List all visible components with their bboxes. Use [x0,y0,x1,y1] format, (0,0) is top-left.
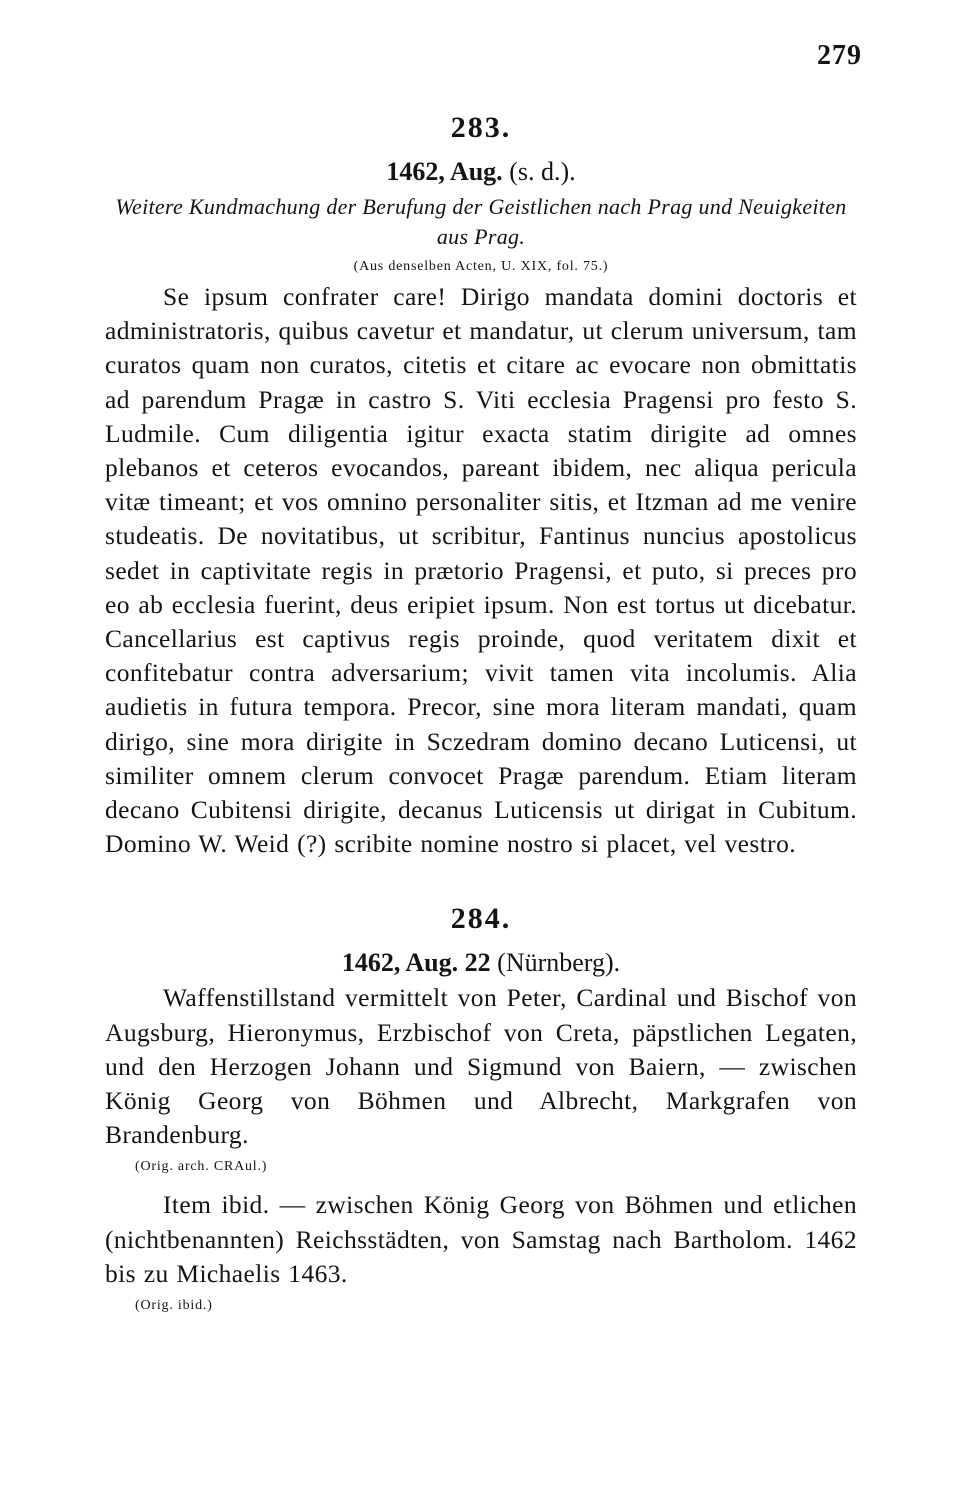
entry-text-continuation: Item ibid. — zwischen König Georg von Böhmen und etlichen (nichtbenannten) Reichsstädten, von Samstag nach Bartholom. 1462 bis zu Michaelis 1463. [105,1190,857,1288]
entry-text: Se ipsum confrater care! Dirigo mandata domini doctoris et administratoris, quibus cavetur et mandatur, ut clerum universum, tam curatos quam non curatos, citetis et citare ac evocare non obmittatis ad parendum Pragæ in castro S. Viti ecclesia Pragensi pro festo S. Ludmile. Cum diligentia igitur exacta statim dirigite ad omnes plebanos et ceteros evocandos, pareant ibidem, nec aliqua pericula vitæ timeant; et vos omnino personaliter sitis, et Itzman ad me venire studeatis. De novitatibus, ut scribitur, Fantinus nuncius apostolicus sedet in captivitate regis in prætorio Pragensi, et puto, si preces pro eo ab ecclesia fuerint, deus eripiet ipsum. Non est tortus ut dicebatur. Cancellarius est captivus regis proinde, quod veritatem dixit et confitebatur contra adversarium; vivit tamen vita incolumis. Alia audietis in futura tempora. Precor, sine mora literam mandati, quam dirigo, sine mora dirigite in Sczedram domino decano Luticensi, ut similiter omnem clerum convocet Pragæ parendum. Etiam literam decano Cubitensi dirigite, decanus Luticensis ut dirigat in Cubitum. Domino W. Weid (?) scribite nomine nostro si placet, vel vestro. [105,282,857,859]
entry-text: Waffenstillstand vermittelt von Peter, Cardinal und Bischof von Augsburg, Hieronymus, Erzbischof von Creta, päpstlichen Legaten, und den Herzogen Johann und Sigmund von Baiern, — zwischen König Georg von Böhmen und Albrecht, Markgrafen von Brandenburg. [105,983,857,1150]
entry-283 [105,108,857,861]
entry-number: 283. [450,111,512,144]
entry-date-qualifier: (s. d.). [502,157,576,186]
entry-date-main: 1462, Aug. [386,157,503,186]
entry-date-qualifier: (Nürnberg). [490,948,621,978]
entry-date-main: 1462, Aug. 22 [341,948,491,978]
entry-number: 284. [450,902,512,936]
entry-source-note: (Orig. arch. CRAul.) [135,1159,268,1175]
entry-source-note-2: (Orig. ibid.) [135,1298,213,1314]
entry-date [105,945,857,981]
page-number: 279 [817,40,862,71]
document-body [105,108,857,1327]
entry-284 [105,899,857,1317]
entry-date [105,154,857,190]
entry-source: (Aus denselben Acten, U. XIX, fol. 75.) [353,259,609,274]
entry-regest: Weitere Kundmachung der Berufung der Geistlichen nach Prag und Neuigkeiten aus Prag. [115,194,847,249]
